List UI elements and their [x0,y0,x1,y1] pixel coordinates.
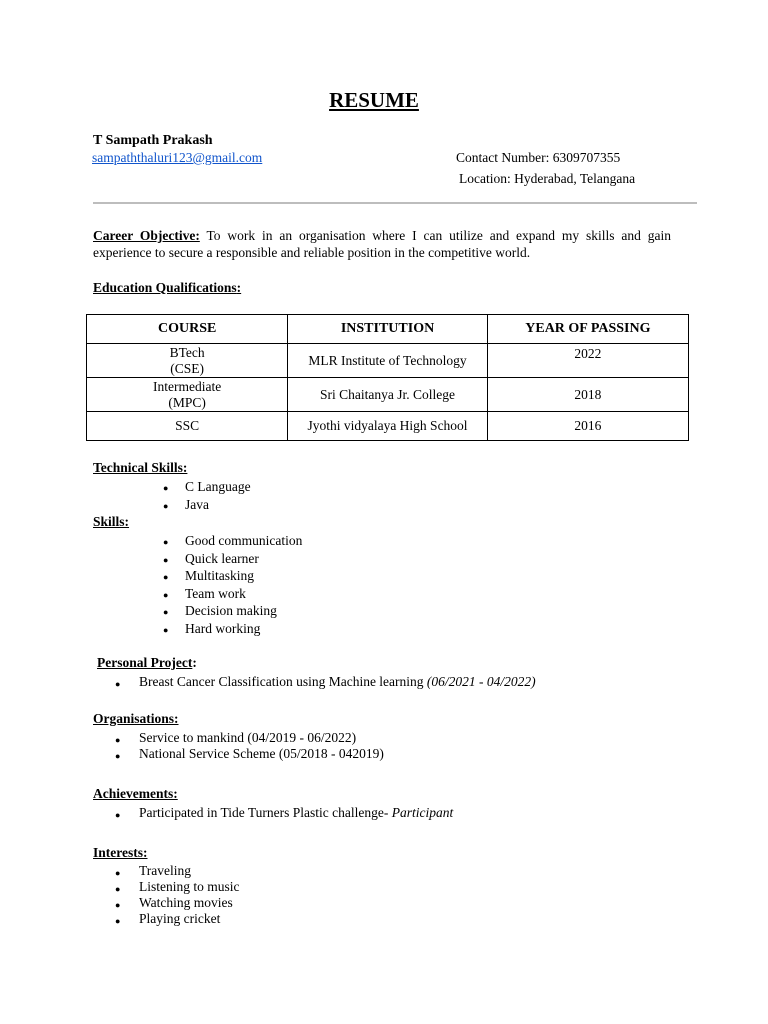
header-course: COURSE [87,315,288,344]
interests-heading: Interests: [93,845,148,860]
course-stream: (MPC) [168,394,206,410]
institution-cell: MLR Institute of Technology [288,344,487,378]
technical-skills-heading: Technical Skills: [93,460,188,475]
personal-project-list [93,674,536,690]
course-cell: SSC [87,412,288,441]
contact-number: Contact Number: 6309707355 [456,150,621,165]
organisations-heading: Organisations: [93,711,179,726]
list-item: ● Good communication [93,532,302,550]
career-objective-label: Career Objective: [93,228,200,243]
divider [93,202,697,204]
list-item: ● Traveling [93,863,240,879]
course-stream: (CSE) [170,360,205,376]
year-cell: 2022 [487,344,688,378]
institution-cell: Sri Chaitanya Jr. College [288,378,487,412]
interests-list [93,863,240,927]
personal-project-heading-text: Personal Project [97,655,193,670]
location: Location: Hyderabad, Telangana [459,171,636,186]
education-table [86,314,689,441]
course-cell [87,344,288,378]
list-item: ● National Service Scheme (05/2018 - 042019) [93,746,384,762]
list-item: ● Java [93,496,251,514]
achievements-list [93,805,453,821]
achievement-role: Participant [391,805,454,820]
list-item: ● Hard working [93,620,302,638]
project-dates: (06/2021 - 04/2022) [426,674,536,689]
year-cell: 2018 [487,378,688,412]
organisations-list [93,730,384,762]
education-heading [93,280,241,296]
personal-project-heading-colon: : [192,655,197,670]
personal-project-heading [97,655,197,671]
table-row [87,378,689,412]
skills-heading: Skills: [93,514,130,529]
list-item: ● Multitasking [93,567,302,585]
list-item: ● Decision making [93,602,302,620]
list-item [93,805,453,821]
year-cell: 2016 [487,412,688,441]
list-item: ● Playing cricket [93,911,240,927]
course-cell [87,378,288,412]
education-heading-colon: : [236,280,242,295]
career-objective-text: To work in an organisation where I can utilize and expand my skills and gain experience to secure a responsible and reliable position in the competitive world. [93,228,671,260]
list-item: ● Quick learner [93,550,302,568]
achievements-heading: Achievements: [93,786,178,801]
list-item: ● Listening to music [93,879,240,895]
institution-cell: Jyothi vidyalaya High School [288,412,487,441]
project-title: Breast Cancer Classification using Machine learning [139,674,427,689]
table-row [87,344,689,378]
list-item: ● Watching movies [93,895,240,911]
header-institution: INSTITUTION [288,315,487,344]
resume-title: RESUME [329,88,419,112]
technical-skills-list [93,478,251,513]
table-header-row [87,315,689,344]
email-link[interactable]: sampaththaluri123@gmail.com [92,150,263,165]
skills-list [93,532,302,637]
education-heading-text: Education Qualifications [93,280,237,295]
list-item: ● Service to mankind (04/2019 - 06/2022) [93,730,384,746]
course-name: Intermediate [153,378,222,394]
achievement-text: Participated in Tide Turners Plastic challenge- [139,805,392,820]
list-item: ● C Language [93,478,251,496]
course-name: BTech [169,344,205,360]
list-item [93,674,536,690]
career-objective [93,227,671,261]
table-row [87,412,689,441]
list-item: ● Team work [93,585,302,603]
candidate-name: T Sampath Prakash [93,133,213,148]
header-year: YEAR OF PASSING [487,315,688,344]
